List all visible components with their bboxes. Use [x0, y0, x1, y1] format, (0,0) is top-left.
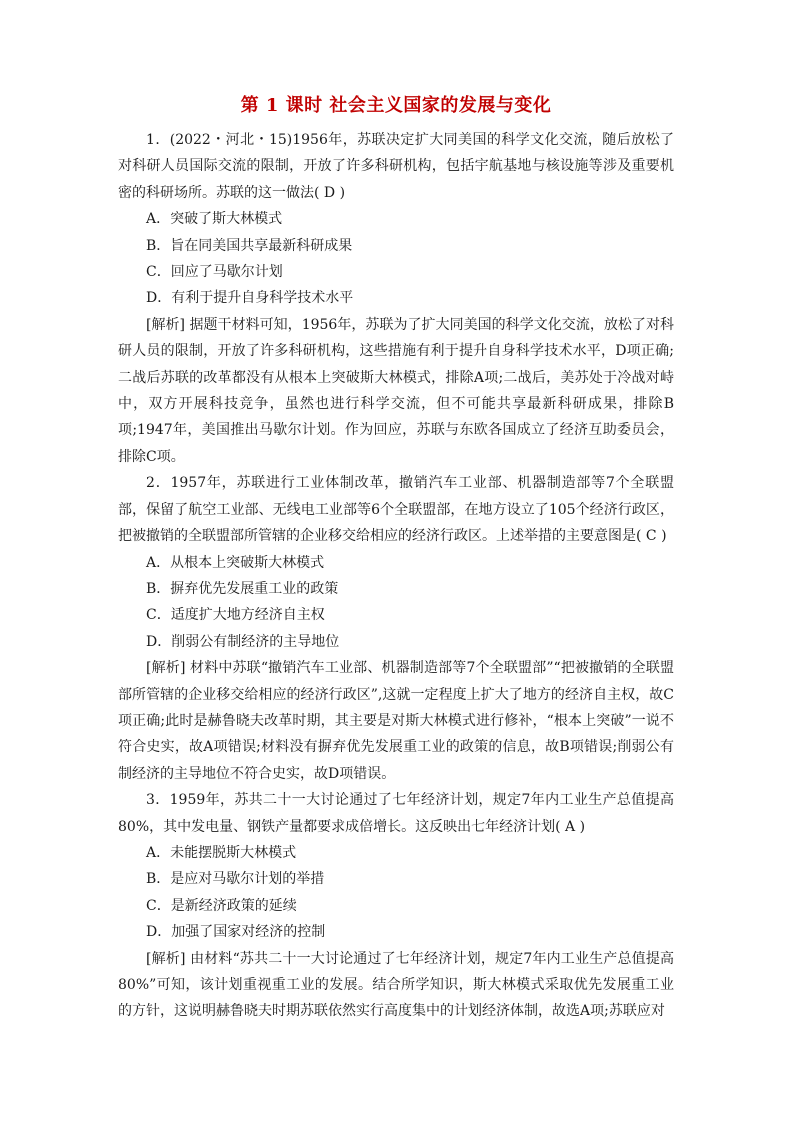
option-b: B．旨在同美国共享最新科研成果 [146, 237, 353, 254]
option-d: D．有利于提升自身科学技术水平 [146, 290, 354, 307]
option-d: D．削弱公有制经济的主导地位 [146, 633, 340, 650]
option-d: D．加强了国家对经济的控制 [146, 924, 326, 941]
question-1 [118, 127, 674, 470]
question-2 [118, 470, 674, 787]
option-a: A．突破了斯大林模式 [146, 211, 283, 228]
page-title: 第 1 课时 社会主义国家的发展与变化 [240, 95, 552, 116]
option-c: C．回应了马歇尔计划 [146, 264, 283, 281]
question-3 [118, 787, 674, 1025]
option-a: A．未能摆脱斯大林模式 [146, 844, 297, 861]
option-b: B．是应对马歇尔计划的举措 [146, 871, 325, 888]
option-c: C．是新经济政策的延续 [146, 897, 297, 914]
option-b: B．摒弃优先发展重工业的政策 [146, 580, 339, 597]
question-stem: 3．1959年，苏共二十一大讨论通过了七年经济计划，规定7年内工业生产总值提高80%，其中发电量、钢铁产量都要求成倍增长。这反映出七年经济计划( A ) [118, 792, 674, 835]
option-c: C．适度扩大地方经济自主权 [146, 607, 325, 624]
analysis-text: [解析] 材料中苏联“撤销汽车工业部、机器制造部等7个全联盟部”“把被撤销的全联盟部所管辖的企业移交给相应的经济行政区”,这就一定程度上扩大了地方的经济自主权，故C项正确;此时是赫鲁晓夫改革时期，其主要是对斯大林模式进行修补，“根本上突破”一说不符合史实，故A项错误;材料没有摒弃优先发展重工业的政策的信息，故B项错误;削弱公有制经济的主导地位不符合史实，故D项错误。 [118, 660, 674, 782]
option-a: A．从根本上突破斯大林模式 [146, 554, 325, 571]
analysis-text: [解析] 由材料“苏共二十一大讨论通过了七年经济计划，规定7年内工业生产总值提高80%”可知，该计划重视重工业的发展。结合所学知识，斯大林模式采取优先发展重工业的方针，这说明赫鲁晓夫时期苏联依然实行高度集中的计划经济体制，故选A项;苏联应对 [118, 950, 674, 1020]
analysis-text: [解析] 据题干材料可知，1956年，苏联为了扩大同美国的科学文化交流，放松了对科研人员的限制，开放了许多科研机构，这些措施有利于提升自身科学技术水平，D项正确;二战后苏联的改革都没有从根本上突破斯大林模式，排除A项;二战后，美苏处于冷战对峙中，双方开展科技竞争，虽然也进行科学交流，但不可能共享最新科研成果，排除B项;1947年，美国推出马歇尔计划。作为回应，苏联与东欧各国成立了经济互助委员会，排除C项。 [118, 316, 674, 465]
question-stem: 1．(2022・河北・15)1956年，苏联决定扩大同美国的科学文化交流，随后放松了对科研人员国际交流的限制，开放了许多科研机构，包括宇航基地与核设施等涉及重要机密的科研场所。苏联的这一做法( D ) [118, 132, 674, 201]
question-stem: 2．1957年，苏联进行工业体制改革，撤销汽车工业部、机器制造部等7个全联盟部，保留了航空工业部、无线电工业部等6个全联盟部，在地方设立了105个经济行政区，把被撤销的全联盟部所管辖的企业移交给相应的经济行政区。上述举措的主要意图是( C ) [118, 475, 674, 545]
